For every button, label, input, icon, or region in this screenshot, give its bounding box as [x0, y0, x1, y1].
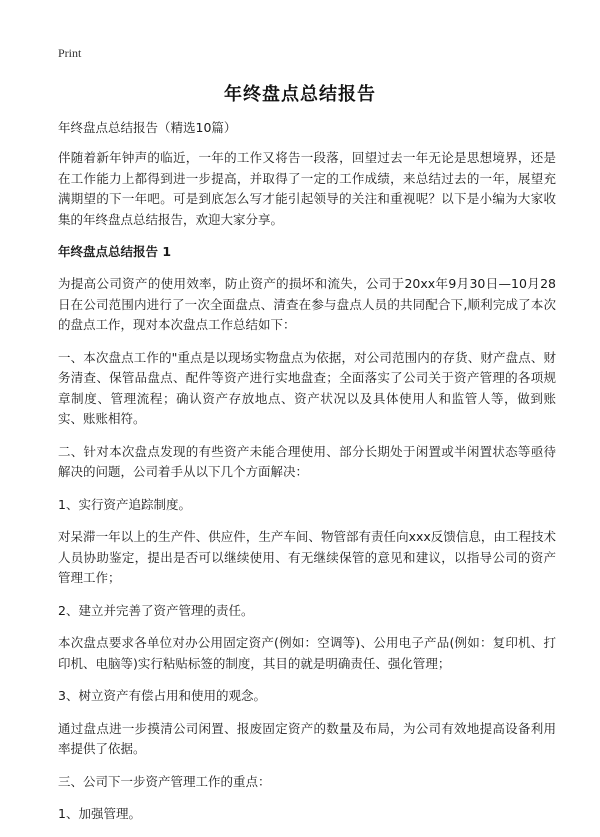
paragraph: 本次盘点要求各单位对办公用固定资产(例如：空调等)、公用电子产品(例如：复印机、打印机、电脑等)实行粘贴标签的制度，其目的就是明确责任、强化管理； [58, 635, 556, 671]
paragraph: 三、公司下一步资产管理工作的重点： [58, 773, 271, 789]
paragraph: 1、加强管理。 [58, 806, 141, 821]
paragraph: 通过盘点进一步摸清公司闲置、报废固定资产的数量及布局，为公司有效地提高设备利用率提供了依据。 [58, 720, 556, 756]
intro-paragraph: 伴随着新年钟声的临近，一年的工作又将告一段落，回望过去一年无论是思想境界，还是在工作能力上都得到进一步提高，并取得了一定的工作成绩，来总结过去的一年，展望充满期望的下一年吧。可是到底怎么写才能引起领导的关注和重视呢？以下是小编为大家收集的年终盘点总结报告，欢迎大家分享。 [58, 150, 556, 227]
paragraph: 1、实行资产追踪制度。 [58, 496, 191, 512]
paragraph: 为提高公司资产的使用效率，防止资产的损坏和流失，公司于20xx年9月30日—10月28日在公司范围内进行了一次全面盘点、清查在参与盘点人员的共同配合下,顺利完成了本次的盘点工作，现对本次盘点工作总结如下： [58, 276, 556, 332]
document-subtitle: 年终盘点总结报告（精选10篇） [58, 120, 237, 135]
paragraph: 对呆滞一年以上的生产件、供应件，生产车间、物管部有责任向xxx反馈信息，由工程技术人员协助鉴定，提出是否可以继续使用、有无继续保管的意见和建议，以指导公司的资产管理工作； [58, 529, 556, 585]
document-title: 年终盘点总结报告 [224, 84, 376, 105]
paragraph: 2、建立并完善了资产管理的责任。 [58, 602, 254, 618]
paragraph: 3、树立资产有偿占用和使用的观念。 [58, 688, 266, 703]
section-heading: 年终盘点总结报告 1 [58, 244, 172, 259]
document-body [58, 118, 556, 837]
paragraph: 二、针对本次盘点发现的有些资产未能合理使用、部分长期处于闲置或半闲置状态等亟待解决的问题，公司着手从以下几个方面解决： [58, 443, 556, 479]
paragraph: 一、本次盘点工作的"重点是以现场实物盘点为依据，对公司范围内的存货、财产盘点、财务清查、保管品盘点、配件等资产进行实地盘查；全面落实了公司关于资产管理的各项规章制度、管理流程；确认资产存放地点、资产状况以及具体使用人和监管人等，做到账实、账账相符。 [58, 349, 556, 426]
print-link[interactable]: Print [58, 46, 82, 60]
